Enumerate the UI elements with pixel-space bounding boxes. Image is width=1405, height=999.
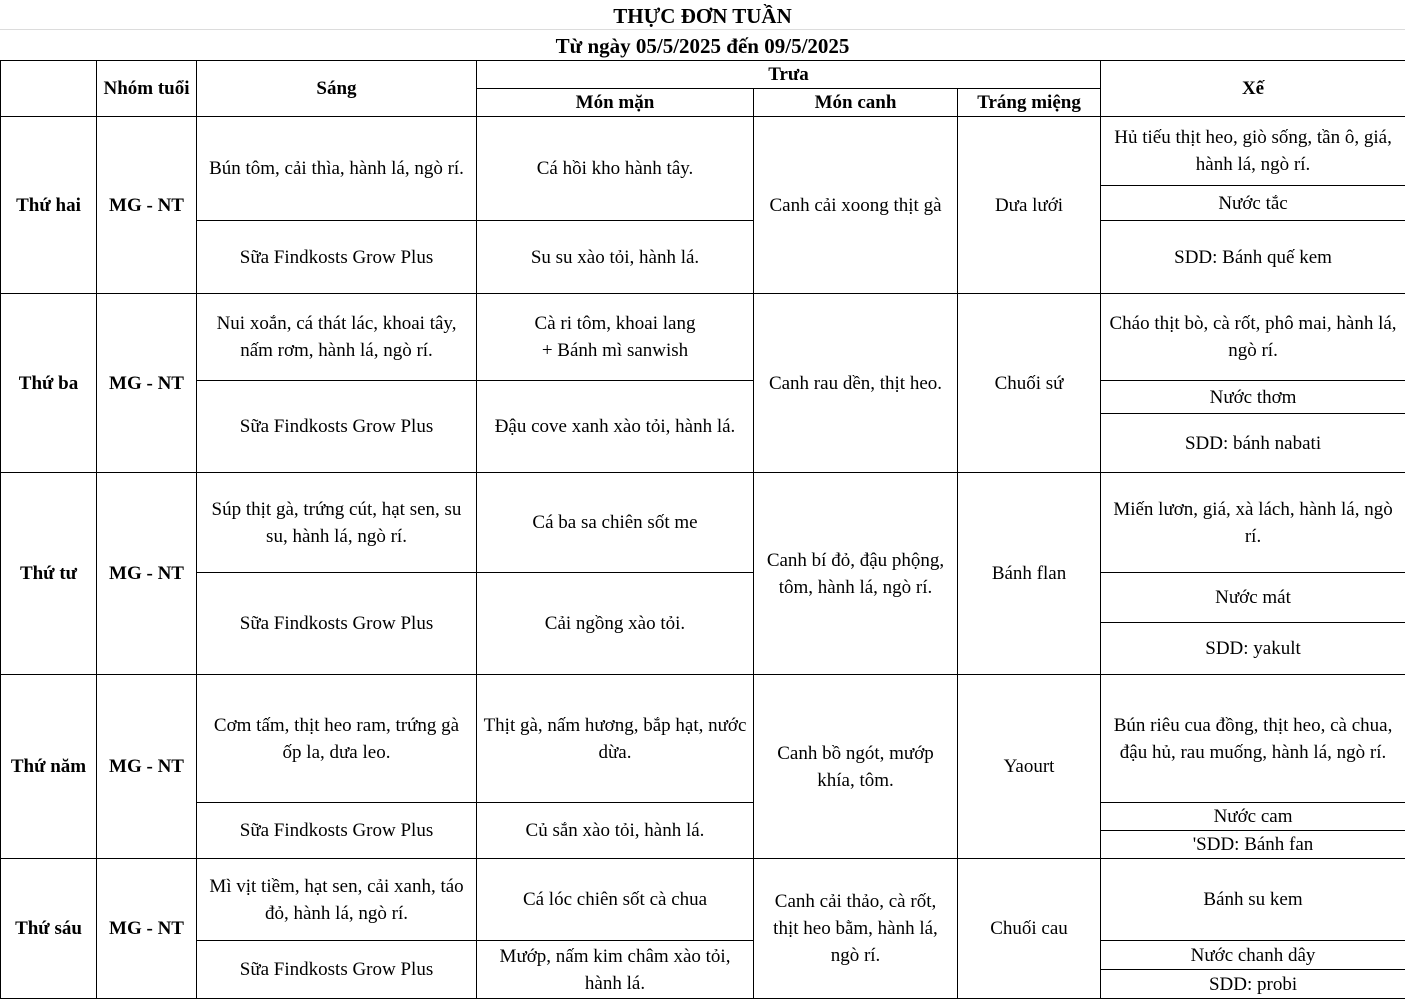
- dessert: Chuối cau: [958, 859, 1101, 999]
- dessert: Bánh flan: [958, 473, 1101, 675]
- soup-dish: Canh rau dền, thịt heo.: [754, 294, 958, 473]
- savory-dish: Thịt gà, nấm hương, bắp hạt, nước dừa.: [477, 675, 754, 803]
- dessert: Chuối sứ: [958, 294, 1101, 473]
- header-day: [1, 61, 97, 117]
- afternoon-dish: Bánh su kem: [1101, 859, 1405, 941]
- soup-dish: Canh bồ ngót, mướp khía, tôm.: [754, 675, 958, 859]
- header-afternoon: Xế: [1101, 61, 1405, 117]
- age-group: MG - NT: [97, 473, 197, 675]
- afternoon-drink: Nước mát: [1101, 573, 1405, 623]
- morning-dish: Cơm tấm, thịt heo ram, trứng gà ốp la, dưa leo.: [197, 675, 477, 803]
- savory-dish: Cá hồi kho hành tây.: [477, 117, 754, 221]
- header-dessert: Tráng miệng: [958, 89, 1101, 117]
- day-label: Thứ hai: [1, 117, 97, 294]
- savory-line: + Bánh mì sanwish: [541, 340, 689, 361]
- afternoon-dish: Miến lươn, giá, xà lách, hành lá, ngò rí.: [1101, 473, 1405, 573]
- afternoon-dish: Cháo thịt bò, cà rốt, phô mai, hành lá, ngò rí.: [1101, 294, 1405, 381]
- age-group: MG - NT: [97, 859, 197, 999]
- savory-dish: Mướp, nấm kim châm xào tỏi, hành lá.: [477, 941, 754, 999]
- afternoon-drink: Nước cam: [1101, 803, 1405, 831]
- morning-dish: Mì vịt tiềm, hạt sen, cải xanh, táo đỏ, hành lá, ngò rí.: [197, 859, 477, 941]
- day-label: Thứ tư: [1, 473, 97, 675]
- morning-milk: Sữa Findkosts Grow Plus: [197, 573, 477, 675]
- morning-milk: Sữa Findkosts Grow Plus: [197, 381, 477, 473]
- afternoon-drink: Nước thơm: [1101, 381, 1405, 414]
- header-age-group: Nhóm tuổi: [97, 61, 197, 117]
- dessert: Dưa lưới: [958, 117, 1101, 294]
- morning-milk: Sữa Findkosts Grow Plus: [197, 803, 477, 859]
- afternoon-dish: Bún riêu cua đồng, thịt heo, cà chua, đậu hủ, rau muống, hành lá, ngò rí.: [1101, 675, 1405, 803]
- afternoon-sdd: SDD: Bánh quế kem: [1101, 221, 1405, 294]
- soup-dish: Canh cải thảo, cà rốt, thịt heo bằm, hành lá, ngò rí.: [754, 859, 958, 999]
- savory-line: Cà ri tôm, khoai lang: [534, 313, 696, 334]
- age-group: MG - NT: [97, 294, 197, 473]
- afternoon-drink: Nước chanh dây: [1101, 941, 1405, 970]
- page-title: THỰC ĐƠN TUẦN: [613, 4, 792, 28]
- menu-table: [0, 60, 1405, 999]
- soup-dish: Canh cải xoong thịt gà: [754, 117, 958, 294]
- afternoon-sdd: 'SDD: Bánh fan: [1101, 831, 1405, 859]
- header-savory: Món mặn: [477, 89, 754, 117]
- afternoon-sdd: SDD: bánh nabati: [1101, 414, 1405, 473]
- age-group: MG - NT: [97, 117, 197, 294]
- savory-dish: Cá ba sa chiên sốt me: [477, 473, 754, 573]
- savory-dish: [477, 294, 754, 381]
- savory-dish: Đậu cove xanh xào tỏi, hành lá.: [477, 381, 754, 473]
- day-label: Thứ sáu: [1, 859, 97, 999]
- soup-dish: Canh bí đỏ, đậu phộng, tôm, hành lá, ngò rí.: [754, 473, 958, 675]
- morning-dish: Súp thịt gà, trứng cút, hạt sen, su su, hành lá, ngò rí.: [197, 473, 477, 573]
- morning-milk: Sữa Findkosts Grow Plus: [197, 221, 477, 294]
- afternoon-sdd: SDD: probi: [1101, 970, 1405, 999]
- day-label: Thứ năm: [1, 675, 97, 859]
- savory-dish: Cá lóc chiên sốt cà chua: [477, 859, 754, 941]
- dessert: Yaourt: [958, 675, 1101, 859]
- header-soup: Món canh: [754, 89, 958, 117]
- afternoon-drink: Nước tắc: [1101, 186, 1405, 221]
- age-group: MG - NT: [97, 675, 197, 859]
- morning-dish: Bún tôm, cải thìa, hành lá, ngò rí.: [197, 117, 477, 221]
- afternoon-sdd: SDD: yakult: [1101, 623, 1405, 675]
- day-label: Thứ ba: [1, 294, 97, 473]
- savory-dish: Củ sắn xào tỏi, hành lá.: [477, 803, 754, 859]
- page-subtitle: Từ ngày 05/5/2025 đến 09/5/2025: [555, 34, 850, 58]
- header-lunch: Trưa: [477, 61, 1101, 89]
- morning-dish: Nui xoắn, cá thát lác, khoai tây, nấm rơm, hành lá, ngò rí.: [197, 294, 477, 381]
- afternoon-dish: Hủ tiếu thịt heo, giò sống, tần ô, giá, hành lá, ngò rí.: [1101, 117, 1405, 186]
- header-morning: Sáng: [197, 61, 477, 117]
- morning-milk: Sữa Findkosts Grow Plus: [197, 941, 477, 999]
- savory-dish: Cải ngồng xào tỏi.: [477, 573, 754, 675]
- savory-dish: Su su xào tỏi, hành lá.: [477, 221, 754, 294]
